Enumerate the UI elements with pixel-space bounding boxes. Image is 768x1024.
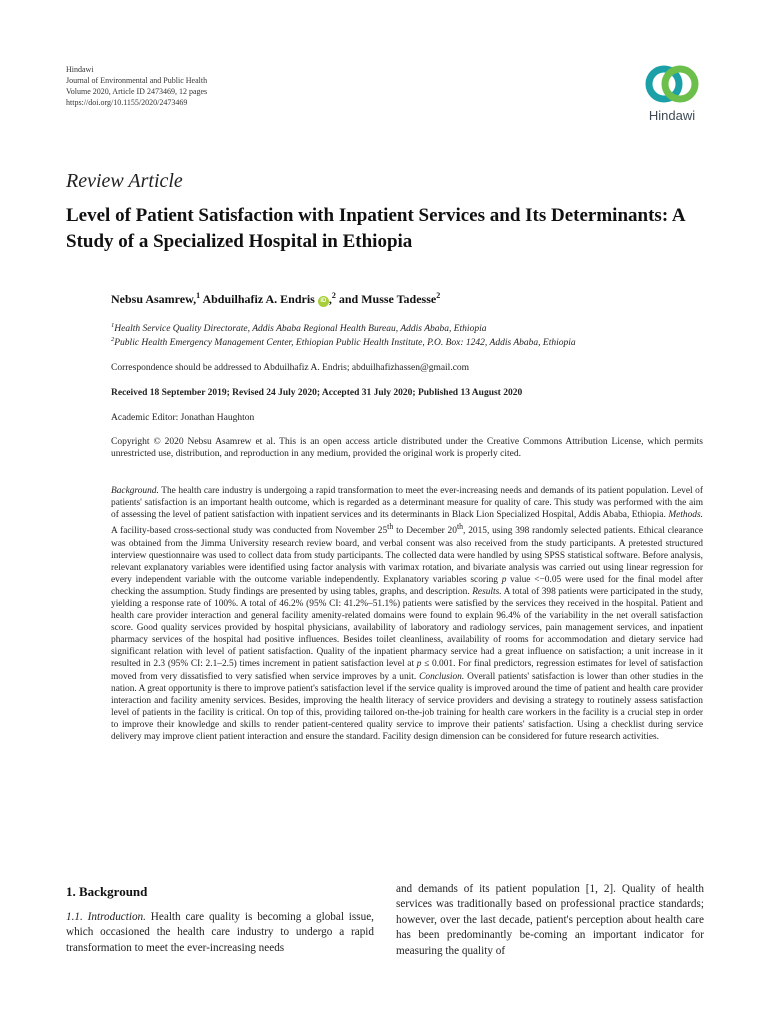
body-right-column <box>396 882 704 959</box>
abstract-results: A total of 398 patients were participated in the study, yielding a response rate of 100%. A total of 46.2% (95% CI: 41.2%–51.1%) patients were satisfied by the services they received in the hospital. Patient and health care provider interaction and general facility amenity-related domains were found to explain 96.4% of the variability in the net overall satisfaction score. Good quality services provided by hospital physicians, availability of laboratory and radiology services, pain management services, and inpatient pharmacy services of the hospital had positive influences. Besides toilet cleanliness, availability of rooms for accommodation and dietary service had significant relation with level of patient satisfaction. Quality of the inpatient pharmacy service had a great influence on satisfaction; a unit increase in it resulted in 2.3 (95% CI: 2.1–2.5) times increment in patient satisfaction level at <box>111 586 703 670</box>
abstract-conclusion: Overall patients' satisfaction is lower than other studies in the nation. A great opportunity is there to improve patient's satisfaction level if the service quality is improved around the time of patient and health care provider interaction and facility amenity services. Besides, improving the health literacy of service providers and devising a strategy to routinely assess satisfaction level of patients in the facility is critical. On top of this, providing tailored on-the-job training for health care workers in the facility is a crucial step in order to improve their knowledge and skills to render patient-centered quality service to improve their patients' satisfaction. Using a checklist during service delivery may improve client patient interaction and ensure the standard. Facility design dimension can be considered for future research activities. <box>111 671 703 742</box>
hindawi-logo <box>634 62 710 123</box>
abstract-label-methods: Methods. <box>668 510 703 521</box>
hindawi-logo-icon <box>642 62 702 106</box>
doi-link[interactable]: https://doi.org/10.1155/2020/2473469 <box>66 98 188 107</box>
abstract-background: The health care industry is undergoing a rapid transformation to meet the ever-increasing needs and demands of its patient population. Level of patients' satisfaction is an important health outcome, which is regarded as a determinant measure for quality of care. This study was performed with the aim of assessing the level of patient satisfaction with inpatient services and its determinants in Black Lion Specialized Hospital, Addis Ababa, Ethiopia. <box>111 486 703 521</box>
abstract-methods: , 2015, using 398 randomly selected patients. Ethical clearance was obtained from the Jimma University research review board, and verbal consent was also received from the study participants. A pretested structured interview questionnaire was used to collect data from study participants. The collected data were handled by using SPSS statistical software. Before analysis, relevant explanatory variables were identified using factor analysis with varimax rotation, and bivariate analysis was carried out using linear regression for every independent variable with the outcome variable independently. Explanatory variables scoring <box>111 526 703 585</box>
affiliation-mark: 1 <box>111 322 115 329</box>
academic-editor: Academic Editor: Jonathan Haughton <box>111 413 255 423</box>
body-paragraph <box>66 910 374 956</box>
subsection-label: 1.1. Introduction. <box>66 911 146 923</box>
body-left-column <box>66 884 374 956</box>
section-heading: 1. Background <box>66 884 148 899</box>
article-type: Review Article <box>66 170 183 192</box>
author-name: Nebsu Asamrew, <box>111 292 197 306</box>
affiliation <box>111 322 711 334</box>
publisher-name: Hindawi <box>66 65 94 74</box>
p-symbol: p <box>416 659 422 670</box>
volume-info: Volume 2020, Article ID 2473469, 12 pages <box>66 87 208 96</box>
body-paragraph: and demands of its patient population [1, 2]. Quality of health services was traditionally based on professional practice standards; however, over the last decade, patient's perception about health care has been predominantly be-coming an important indicator for measuring the quality of <box>396 883 704 957</box>
abstract-label-background: Background. <box>111 486 159 496</box>
author-affiliation-mark: 1 <box>196 291 201 300</box>
affiliation <box>111 336 711 348</box>
ordinal-suffix: th <box>387 522 394 532</box>
abstract-label-results: Results. <box>472 586 502 597</box>
journal-name: Journal of Environmental and Public Health <box>66 76 208 85</box>
publication-dates: Received 18 September 2019; Revised 24 July 2020; Accepted 31 July 2020; Published 13 August 2020 <box>111 388 523 398</box>
abstract-methods: value <−0.05 were used for the final model after checking the assumption. Study findings are presented by using tables, graphs, and description. <box>111 574 703 597</box>
author-affiliation-mark: 2 <box>436 291 441 300</box>
affiliation-text: Health Service Quality Directorate, Addis Ababa Regional Health Bureau, Addis Ababa, Ethiopia <box>114 324 487 335</box>
body-text: Health care quality is becoming a global issue, which occasioned the health care industry to undergo a rapid transformation to meet the ever-increasing needs <box>66 911 374 954</box>
affiliation-mark: 2 <box>111 336 115 343</box>
author-affiliation-mark: 2 <box>331 291 336 300</box>
logo-text: Hindawi <box>648 108 696 123</box>
abstract <box>111 485 703 743</box>
publication-info <box>66 64 207 108</box>
author-name: Abduilhafiz A. Endris <box>202 292 315 306</box>
abstract-methods: A facility-based cross-sectional study was conducted from November 25 <box>111 526 388 537</box>
article-title: Level of Patient Satisfaction with Inpatient Services and Its Determinants: A Study of a Specialized Hospital in Ethiopia <box>66 205 685 252</box>
author-name: and Musse Tadesse <box>338 292 437 306</box>
abstract-label-conclusion: Conclusion. <box>419 671 465 682</box>
affiliation-text: Public Health Emergency Management Center, Ethiopian Public Health Institute, P.O. Box: 1242, Addis Ababa, Ethiopia <box>114 338 576 349</box>
author-list: Nebsu Asamrew,$^1$ Abduilhafiz A. Endris iD ,$^2$ and Musse Tadesse$^2$ <box>111 291 441 306</box>
copyright-notice: Copyright © 2020 Nebsu Asamrew et al. This is an open access article distributed under the Creative Commons Attribution License, which permits unrestricted use, distribution, and reproduction in any medium, provided the original work is properly cited. <box>111 437 703 460</box>
ordinal-suffix: th <box>456 522 464 532</box>
p-symbol: p <box>501 574 507 585</box>
correspondence: Correspondence should be addressed to Abduilhafiz A. Endris; abduilhafizhassen@gmail.com <box>111 363 470 373</box>
orcid-icon[interactable]: iD <box>318 296 329 307</box>
abstract-methods: to December 20 <box>393 526 457 537</box>
abstract-results: ≤ 0.001. For final predictors, regression estimates for level of satisfaction moved from very dissatisfied to very satisfied when service improves by a unit. <box>111 659 703 682</box>
